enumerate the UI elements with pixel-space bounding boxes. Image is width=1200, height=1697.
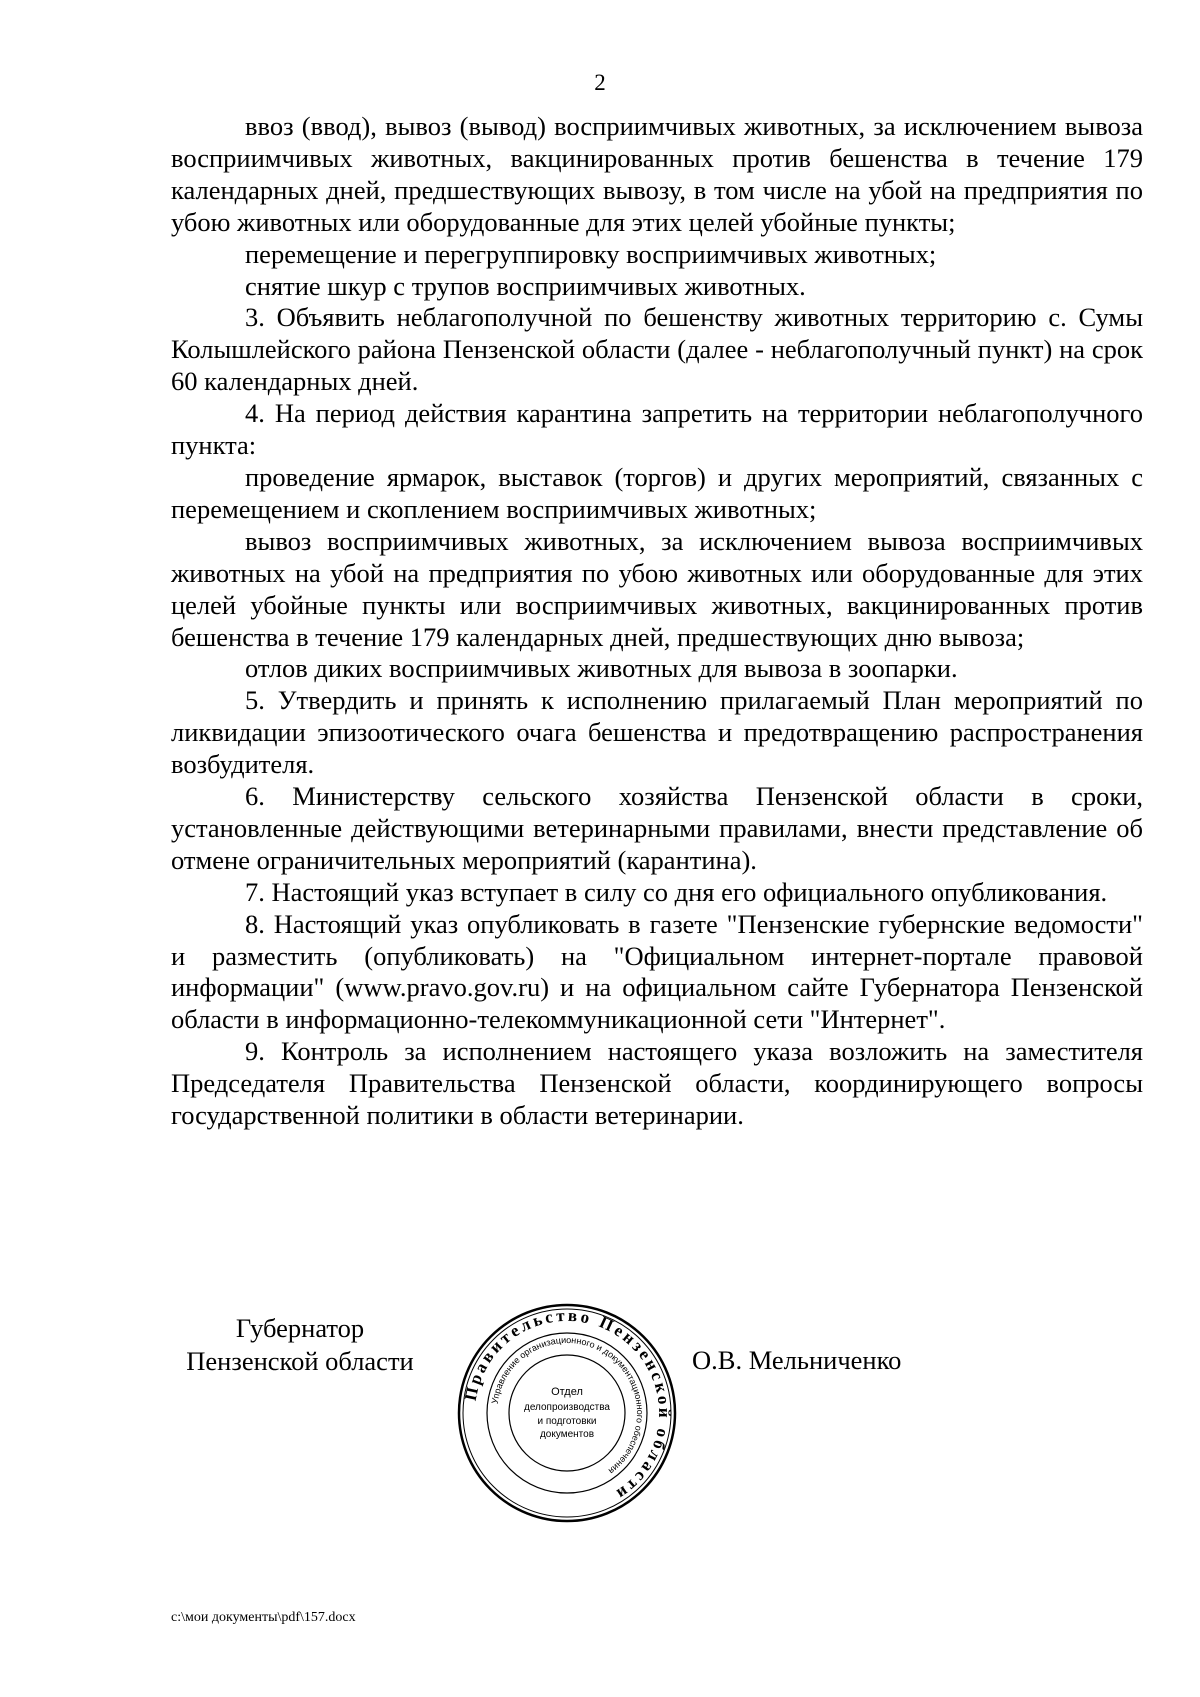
paragraph-removal-ban: вывоз восприимчивых животных, за исключением вывоза восприимчивых животных на убой на предприятия по убою животных или оборудованные для этих целей убойные пункты или восприимчивых животных, вакцинированных против бешенства в течение 179 календарных дней, предшествующих дню вывоза;: [171, 525, 1143, 652]
signatory-position: [170, 1312, 430, 1378]
paragraph-item-7: 7. Настоящий указ вступает в силу со дня его официального опубликования.: [245, 876, 1108, 907]
paragraph-fairs-ban: проведение ярмарок, выставок (торгов) и других мероприятий, связанных с перемещением и скоплением восприимчивых животных;: [171, 461, 1143, 524]
seal-outer-text: Правительство Пензенской области: [460, 1305, 675, 1506]
signatory-region: Пензенской области: [186, 1346, 414, 1376]
paragraph-skinning-ban: снятие шкур с трупов восприимчивых животных.: [245, 270, 806, 301]
seal-ring-text: Управление организационного и документационного обеспечения: [489, 1334, 646, 1477]
seal-center-line4: документов: [539, 1429, 595, 1440]
signatory-name: О.В. Мельниченко: [692, 1345, 902, 1375]
signatory-title: Губернатор: [235, 1313, 365, 1343]
paragraph-item-6: 6. Министерству сельского хозяйства Пензенской области в сроки, установленные действующими ветеринарными правилами, внести представление об отмене ограничительных мероприятий (карантина).: [171, 781, 1143, 875]
official-seal: [454, 1300, 680, 1526]
paragraph-item-8: 8. Настоящий указ опубликовать в газете "Пензенские губернские ведомости" и разместить (опубликовать) на "Официальном интернет-портале правовой информации" (www.pravo.gov.ru) и на официальном сайте Губернатора Пензенской области в информационно-телекоммуникационной сети "Интернет".: [171, 908, 1143, 1035]
paragraph-item-5: 5. Утвердить и принять к исполнению прилагаемый План мероприятий по ликвидации эпизоотического очага бешенства и предотвращению распространения возбудителя.: [171, 685, 1143, 780]
paragraph-capture-ban: отлов диких восприимчивых животных для вывоза в зоопарки.: [245, 653, 958, 684]
seal-center-line3: и подготовки: [537, 1416, 597, 1427]
paragraph-regrouping-ban: перемещение и перегруппировку восприимчивых животных;: [245, 238, 937, 269]
paragraph-item-4: 4. На период действия карантина запретить на территории неблагополучного пункта:: [171, 398, 1143, 461]
seal-center-line1: Отдел: [551, 1386, 583, 1398]
seal-center-line2: делопроизводства: [523, 1402, 611, 1413]
file-path-footer: c:\мои документы\pdf\157.docx: [171, 1610, 356, 1625]
paragraph-item-9: 9. Контроль за исполнением настоящего указа возложить на заместителя Председателя Правительства Пензенской области, координирующего вопросы государственной политики в области ветеринарии.: [171, 1036, 1143, 1131]
document-body: [171, 111, 1143, 1132]
signature-block: [0, 1300, 1200, 1506]
page-number: 2: [594, 70, 606, 95]
paragraph-item-3: 3. Объявить неблагополучной по бешенству животных территорию с. Сумы Колышлейского района Пензенской области (далее - неблагополучный пункт) на срок 60 календарных дней.: [171, 302, 1143, 397]
paragraph-import-export-ban: ввоз (ввод), вывоз (вывод) восприимчивых животных, за исключением вывоза восприимчивых животных, вакцинированных против бешенства в течение 179 календарных дней, предшествующих вывозу, в том числе на убой на предприятия по убою животных или оборудованные для этих целей убойные пункты;: [171, 111, 1143, 237]
